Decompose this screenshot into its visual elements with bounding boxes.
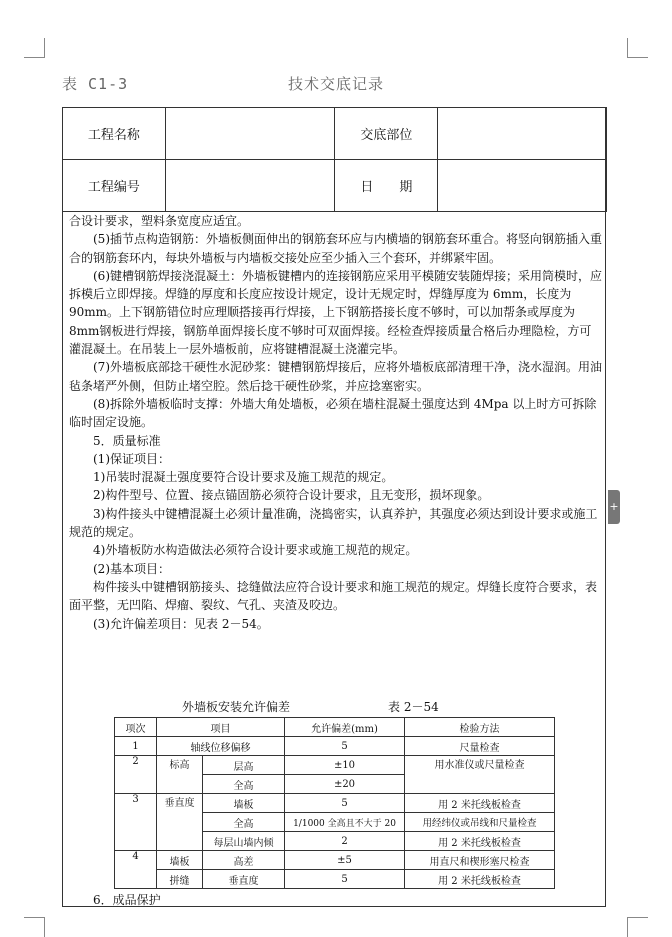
date-label: 日 期 — [335, 160, 438, 212]
paragraph: (8)拆除外墙板临时支撑：外墙大角处墙板，必须在墙柱混凝土强度达到 4Mpa 以上时方可拆除临时固定设施。 — [69, 396, 597, 430]
form-code: 表 C1-3 — [62, 75, 129, 93]
cell: 垂直度 — [157, 794, 203, 851]
crop-mark — [44, 38, 45, 58]
paragraph: (3)允许偏差项目：见表 2－54。 — [93, 616, 269, 631]
crop-mark — [627, 57, 648, 58]
cell: 5 — [285, 737, 405, 756]
table-number: 表 2－54 — [388, 700, 439, 714]
cell: 标高 — [157, 756, 203, 794]
cell: 墙板 — [203, 794, 285, 813]
handover-part-label: 交底部位 — [335, 108, 438, 160]
cell: 尺量检查 — [405, 737, 555, 756]
cell: 每层山墙内倾 — [203, 832, 285, 851]
table-header-row — [115, 718, 555, 737]
cell: 3 — [115, 794, 157, 851]
cell: 墙板 — [157, 851, 203, 870]
paragraph: 2)构件型号、位置、接点锚固筋必须符合设计要求，且无变形，损坏现象。 — [93, 488, 490, 503]
paragraph: (6)键槽钢筋焊接浇混凝土：外墙板键槽内的连接钢筋应采用平模随安装随焊接；采用筒模时，应拆模后立即焊接。焊缝的厚度和长度应按设计规定，设计无规定时，焊缝厚度为 6mm，长度为 90mm。上下钢筋错位时应理顺搭接再行焊接，上下钢筋搭接长度不够时，可以加帮条或厚度为 8mm钢板进行焊接，钢筋单面焊接长度不够时可双面焊接。经检查焊接质量合格后办理隐检，方可灌混凝土。在吊装上一层外墙板前，应将键槽混凝土浇灌完毕。 — [69, 268, 603, 357]
cell: 垂直度 — [203, 870, 285, 889]
cell: ±20 — [285, 775, 405, 794]
paragraph: (2)基本项目： — [93, 561, 170, 576]
table-row — [115, 794, 555, 813]
cell: 1 — [115, 737, 157, 756]
cell: 1/1000 全高且不大于 20 — [285, 813, 405, 832]
paragraph: 构件接头中键槽钢筋接头、捻缝做法应符合设计要求和施工规范的规定。焊缝长度符合要求，表面平整，无凹陷、焊瘤、裂纹、气孔、夹渣及咬边。 — [69, 579, 598, 613]
project-name-label: 工程名称 — [63, 108, 166, 160]
expand-tab[interactable] — [608, 490, 620, 524]
table-caption: 外墙板安装允许偏差 — [182, 700, 291, 714]
table-row — [115, 870, 555, 889]
cell: 全高 — [203, 813, 285, 832]
cell: 轴线位移偏移 — [157, 737, 285, 756]
cell: 全高 — [203, 775, 285, 794]
paragraph: (5)插节点构造钢筋：外墙板侧面伸出的钢筋套环应与内横墙的钢筋套环重合。将竖向钢筋插入重合的钢筋套环内，每块外墙板与内墙板交接处应至少插入三个套环，并绑紧牢固。 — [69, 232, 603, 265]
project-no-label: 工程编号 — [63, 160, 166, 212]
paragraph: 1)吊装时混凝土强度要符合设计要求及施工规范的规定。 — [93, 470, 394, 485]
paragraph: 合设计要求，塑料条宽度应适宜。 — [69, 214, 250, 228]
cell: 用 2 米托线板检查 — [405, 832, 555, 851]
meta-table — [62, 107, 607, 212]
crop-mark — [24, 57, 45, 58]
paragraph: 3)构件接头中键槽混凝土必须计量准确，浇捣密实，认真养护，其强度必须达到设计要求或施工规范的规定。 — [69, 506, 598, 540]
cell: 高差 — [203, 851, 285, 870]
crop-mark — [627, 917, 648, 918]
paragraph: (1)保证项目： — [93, 451, 170, 466]
deviation-table — [114, 717, 555, 889]
crop-mark — [24, 917, 45, 918]
cell: 层高 — [203, 756, 285, 775]
crop-mark — [44, 917, 45, 937]
cell: 5 — [285, 870, 405, 889]
cell: 2 — [285, 832, 405, 851]
section-heading: 5．质量标准 — [93, 433, 161, 448]
date-field[interactable] — [438, 160, 607, 212]
col-header: 检验方法 — [405, 718, 555, 737]
paragraph: 4)外墙板防水构造做法必须符合设计要求或施工规范的规定。 — [93, 543, 418, 558]
table-row — [115, 851, 555, 870]
crop-mark — [627, 917, 628, 937]
cell: ±10 — [285, 756, 405, 775]
table-row — [115, 737, 555, 756]
handover-part-field[interactable] — [438, 108, 607, 160]
page-title: 技术交底记录 — [287, 75, 384, 93]
cell: 4 — [115, 851, 157, 889]
crop-mark — [627, 38, 628, 58]
project-no-field[interactable] — [165, 160, 335, 212]
section-heading: 6．成品保护 — [93, 893, 161, 907]
cell: 用 2 米托线板检查 — [405, 794, 555, 813]
cell: ±5 — [285, 851, 405, 870]
col-header: 项目 — [157, 718, 285, 737]
paragraph: (7)外墙板底部捻干硬性水泥砂浆：键槽钢筋焊接后，应将外墙板底部清理干净，浇水湿润。用油毡条堵严外侧，但防止堵空腔。然后捻干硬性砂浆，并应捻塞密实。 — [69, 360, 603, 393]
project-name-field[interactable] — [165, 108, 335, 160]
col-header: 项次 — [115, 718, 157, 737]
cell: 用 2 米托线板检查 — [405, 870, 555, 889]
cell: 5 — [285, 794, 405, 813]
cell: 用直尺和楔形塞尺检查 — [405, 851, 555, 870]
cell: 用经纬仪或吊线和尺量检查 — [405, 813, 555, 832]
table-row — [115, 756, 555, 775]
cell: 拼缝 — [157, 870, 203, 889]
cell: 用水准仪或尺量检查 — [405, 756, 555, 794]
cell: 2 — [115, 756, 157, 794]
plus-icon: + — [609, 500, 619, 513]
col-header: 允许偏差(mm) — [285, 718, 405, 737]
document-body — [69, 212, 603, 633]
